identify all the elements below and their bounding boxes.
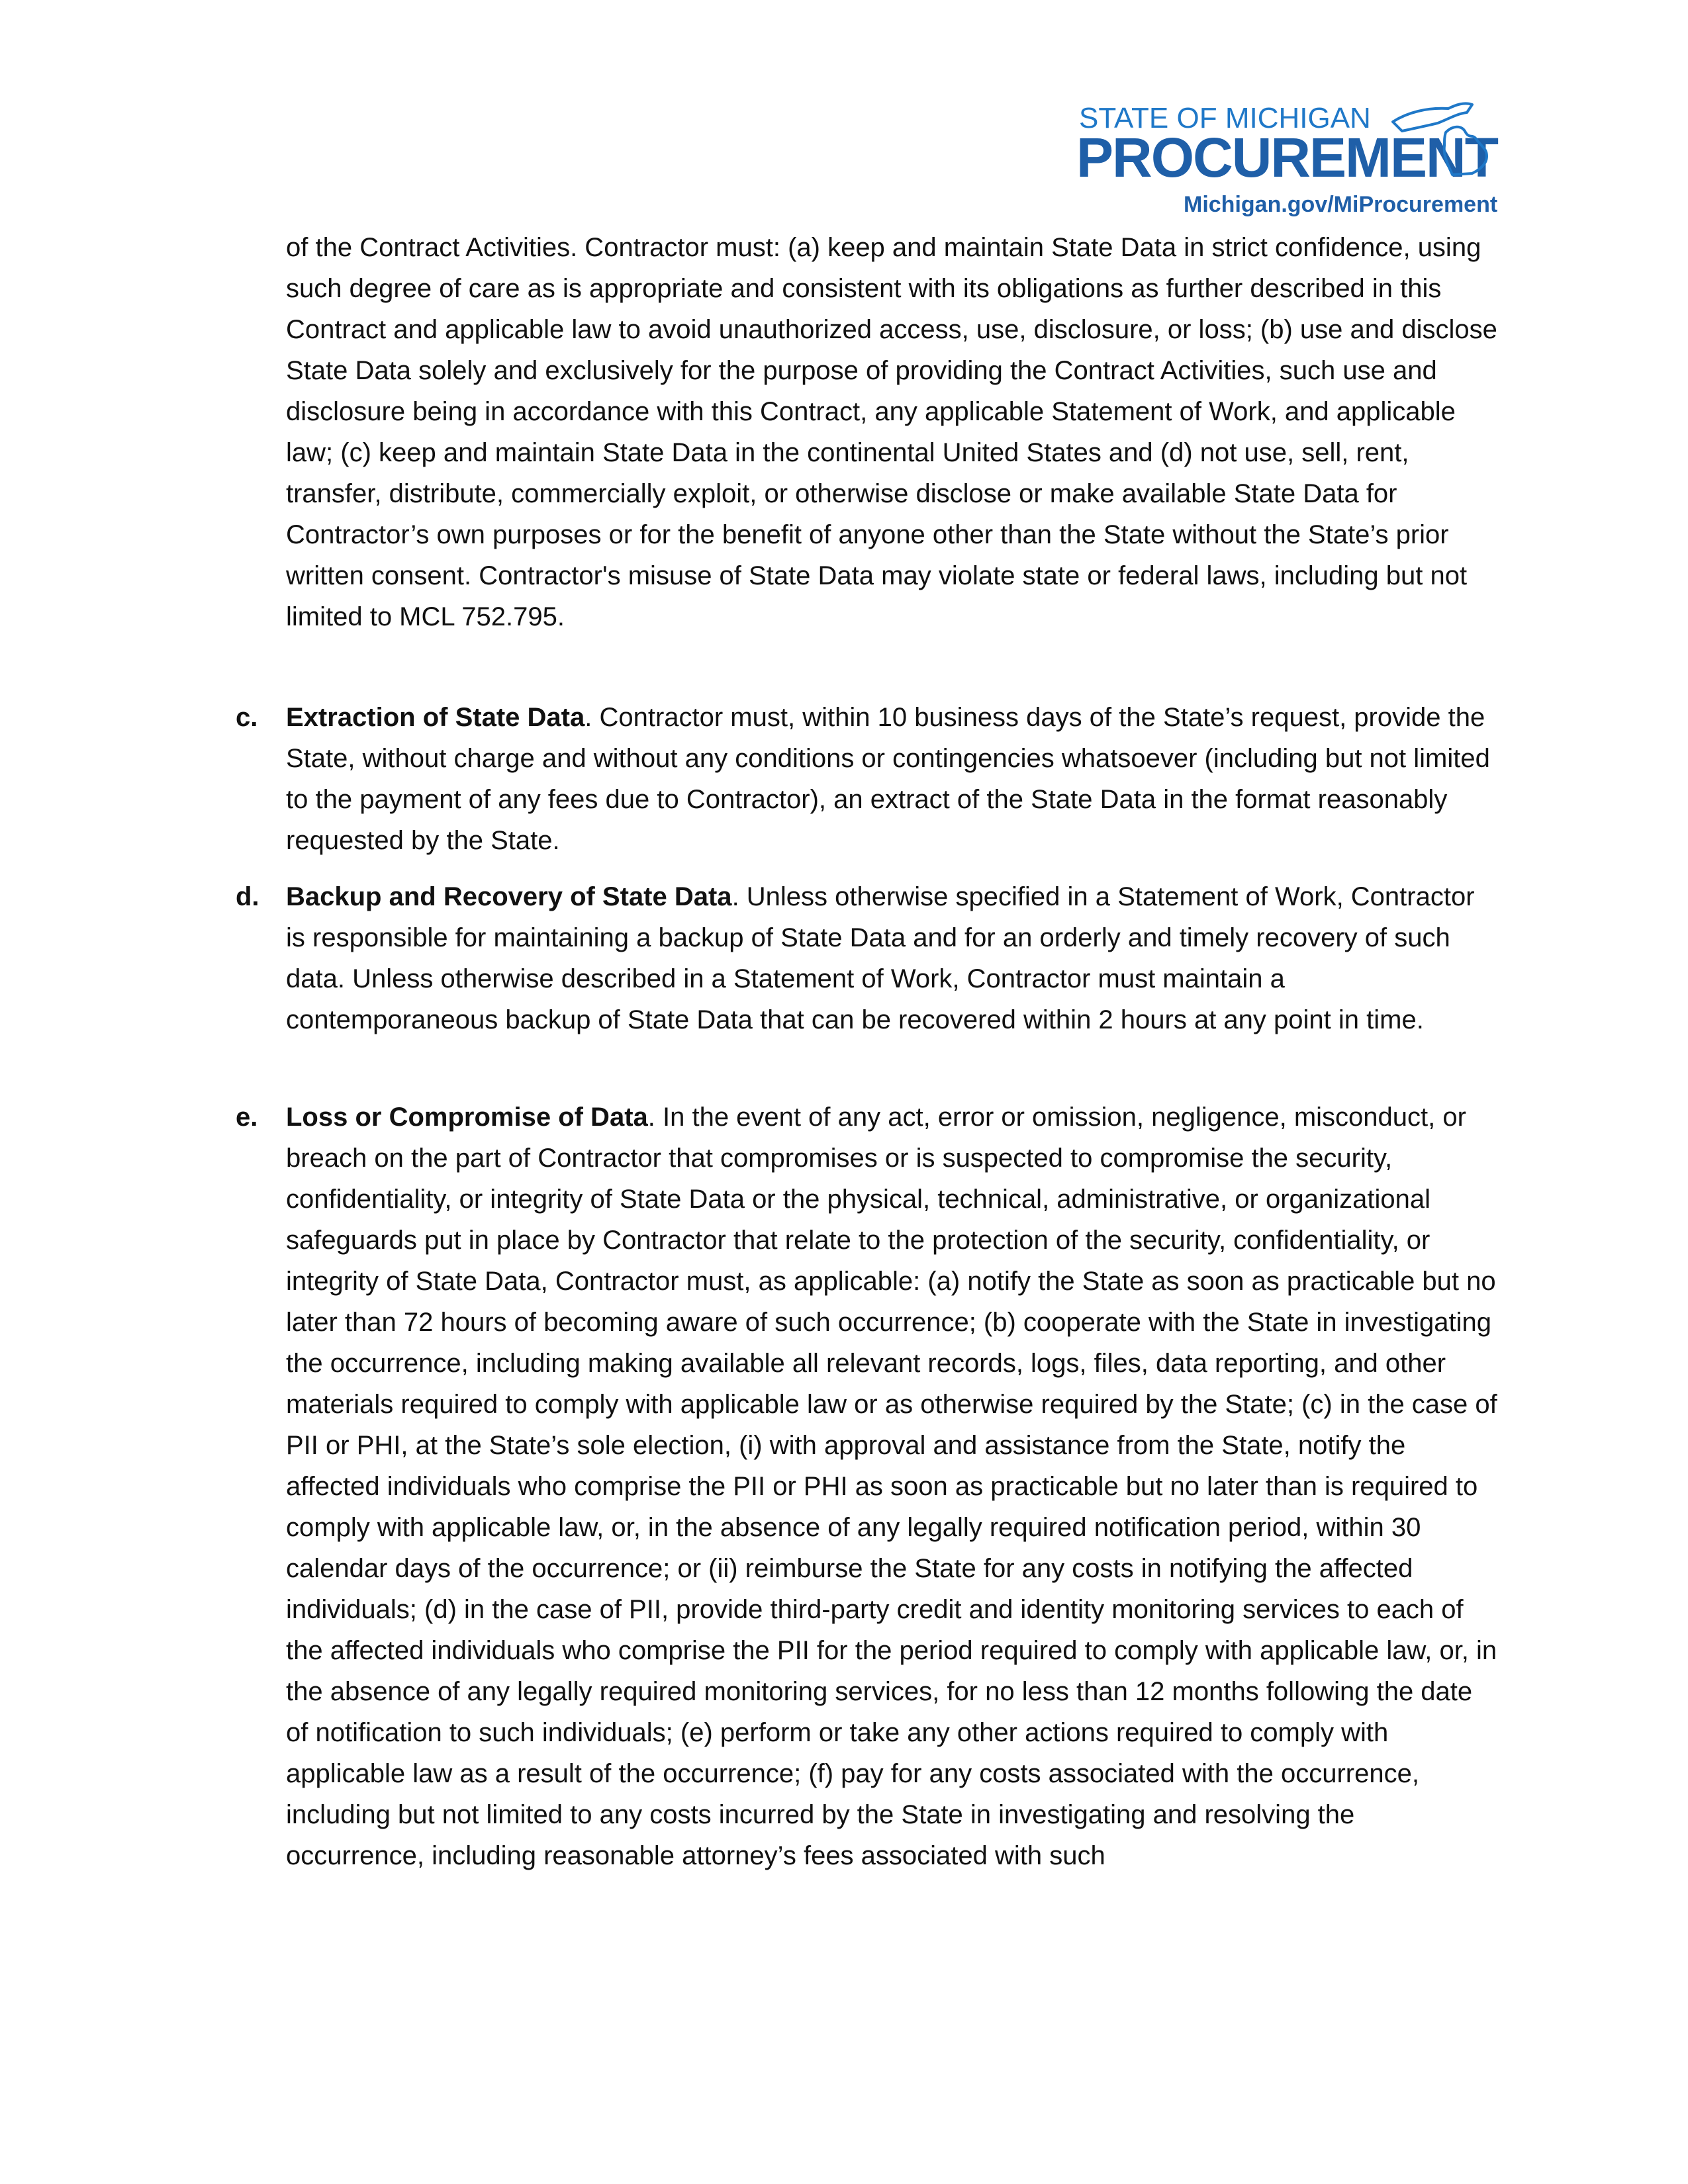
- list-marker: d.: [236, 882, 259, 911]
- list-marker: e.: [236, 1103, 258, 1132]
- logo-url-text: Michigan.gov/MiProcurement: [1184, 192, 1498, 217]
- list-item-text: . Contractor must, within 10 business days of the State’s request, provide the State, without charge and without any conditions or contingencies whatsoever (including but not limited to the payment of any fees due to Contractor), an extract of the State Data in the format reasonably requested by the State.: [286, 703, 1490, 855]
- list-item-heading: Backup and Recovery of State Data: [286, 882, 732, 911]
- list-item-body: [286, 1097, 1497, 1876]
- michigan-map-icon: [1387, 93, 1500, 185]
- logo-state-text: STATE OF MICHIGAN: [1079, 102, 1371, 134]
- list-item: [236, 1097, 1500, 1876]
- list-item-heading: Loss or Compromise of Data: [286, 1103, 648, 1132]
- list-marker: c.: [236, 703, 258, 732]
- list-item-body: [286, 697, 1497, 861]
- procurement-logo: [1072, 93, 1496, 225]
- list-item-heading: Extraction of State Data: [286, 703, 585, 732]
- list-item-text: . Unless otherwise specified in a Statement of Work, Contractor is responsible for maintaining a backup of State Data and for an orderly and timely recovery of such data. Unless otherwise described in a Statement of Work, Contractor must maintain a contemporaneous backup of State Data that can be recovered within 2 hours at any point in time.: [286, 882, 1475, 1034]
- list-item-body: [286, 876, 1497, 1040]
- intro-paragraph: of the Contract Activities. Contractor must: (a) keep and maintain State Data in strict confidence, using such degree of care as is appropriate and consistent with its obligations as further described in this Contract and applicable law to avoid unauthorized access, use, disclosure, or loss; (b) use and disclose State Data solely and exclusively for the purpose of providing the Contract Activities, such use and disclosure being in accordance with this Contract, any applicable Statement of Work, and applicable law; (c) keep and maintain State Data in the continental United States and (d) not use, sell, rent, transfer, distribute, commercially exploit, or otherwise disclose or make available State Data for Contractor’s own purposes or for the benefit of anyone other than the State without the State’s prior written consent. Contractor's misuse of State Data may violate state or federal laws, including but not limited to MCL 752.795.: [286, 233, 1497, 631]
- list-item-text: . In the event of any act, error or omission, negligence, misconduct, or breach on the part of Contractor that compromises or is suspected to compromise the security, confidentiality, or integrity of State Data or the physical, technical, administrative, or organizational safeguards put in place by Contractor that relate to the protection of the security, confidentiality, or integrity of State Data, Contractor must, as applicable: (a) notify the State as soon as practicable but no later than 72 hours of becoming aware of such occurrence; (b) cooperate with the State in investigating the occurrence, including making available all relevant records, logs, files, data reporting, and other materials required to comply with applicable law or as otherwise required by the State; (c) in the case of PII or PHI, at the State’s sole election, (i) with approval and assistance from the State, notify the affected individuals who comprise the PII or PHI as soon as practicable but no later than is required to comply with applicable law, or, in the absence of any legally required notification period, within 30 calendar days of the occurrence; or (ii) reimburse the State for any costs in notifying the affected individuals; (d) in the case of PII, provide third-party credit and identity monitoring services to each of the affected individuals who comprise the PII for the period required to comply with applicable law, or, in the absence of any legally required monitoring services, for no less than 12 months following the date of notification to such individuals; (e) perform or take any other actions required to comply with applicable law as a result of the occurrence; (f) pay for any costs associated with the occurrence, including but not limited to any costs incurred by the State in investigating and resolving the occurrence, including reasonable attorney’s fees associated with such: [286, 1103, 1497, 1870]
- list-item: [236, 876, 1500, 1040]
- logo-procurement-text: PROCUREMENT: [1076, 126, 1498, 189]
- list-item: [236, 697, 1500, 861]
